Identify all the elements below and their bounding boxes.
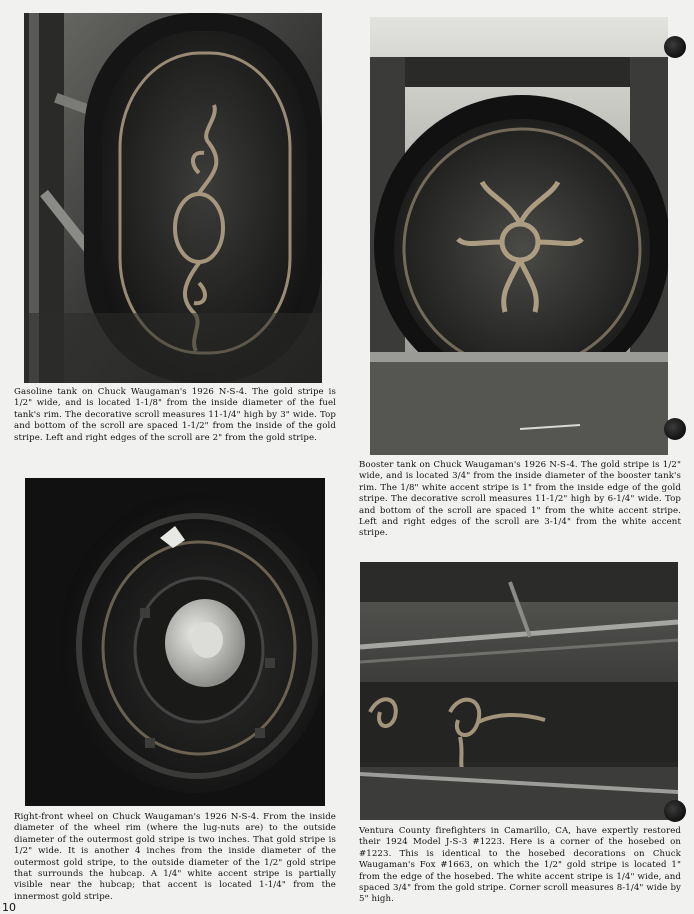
gasoline-tank-caption: Gasoline tank on Chuck Waugaman's 1926 N-S-4. The gold stripe is 1/2" wide, and is located 1-1/8" from the inside diameter of the fuel tank's rim. The decorative scroll measures 11-1/4" high by 3" wide. Top and bottom of the scroll are spaced 1-1/2" from the inside of the gold stripe. Left and right edges of the scroll are 2" from the gold stripe. <box>14 387 336 443</box>
hosebed-caption: Ventura County firefighters in Camarillo, CA, have expertly restored their 1924 Model J-S-3 #1223. Here is a corner of the hosebed on #1223. This is identical to the hosebed decorations on Chuck Waugaman's Fox #1663, on which the 1/2" gold stripe is located 1" from the edge of the hosebed. The white accent stripe is 1/4" wide, and spaced 3/4" from the gold stripe. Corner scroll measures 8-1/4" wide by 5" high. <box>359 826 681 905</box>
binder-hole-middle <box>664 418 686 440</box>
hosebed-corner-image <box>360 562 678 820</box>
booster-tank-photo <box>370 17 668 455</box>
hosebed-corner-photo <box>360 562 678 820</box>
gasoline-tank-image <box>24 13 322 383</box>
right-front-wheel-photo <box>25 478 325 806</box>
binder-hole-bottom <box>664 800 686 822</box>
booster-tank-caption: Booster tank on Chuck Waugaman's 1926 N-S-4. The gold stripe is 1/2" wide, and is located 3/4" from the inside diameter of the booster tank's rim. The 1/8" white accent stripe is 1" from the inside edge of the gold stripe. The decorative scroll measures 11-1/2" high by 6-1/4" wide. Top and bottom of the scroll are spaced 1" from the white accent stripe. Left and right edges of the scroll are 3-1/4" from the white accent stripe. <box>359 460 681 539</box>
binder-hole-top <box>664 36 686 58</box>
gasoline-tank-photo <box>24 13 322 383</box>
booster-tank-image <box>370 17 668 455</box>
right-front-wheel-image <box>25 478 325 806</box>
page-number: 10 <box>2 901 16 914</box>
right-front-wheel-caption: Right-front wheel on Chuck Waugaman's 1926 N-S-4. From the inside diameter of the wheel rim (where the lug-nuts are) to the outside diameter of the outermost gold stripe is two inches. That gold stripe is 1/2" wide. It is another 4 inches from the inside diameter of the outermost gold stripe, to the outside diameter of the 1/2" gold stripe that surrounds the hubcap. A 1/4" white accent stripe is partially visible near the hubcap; that accent is located 1-1/4" from the innermost gold stripe. <box>14 812 336 902</box>
